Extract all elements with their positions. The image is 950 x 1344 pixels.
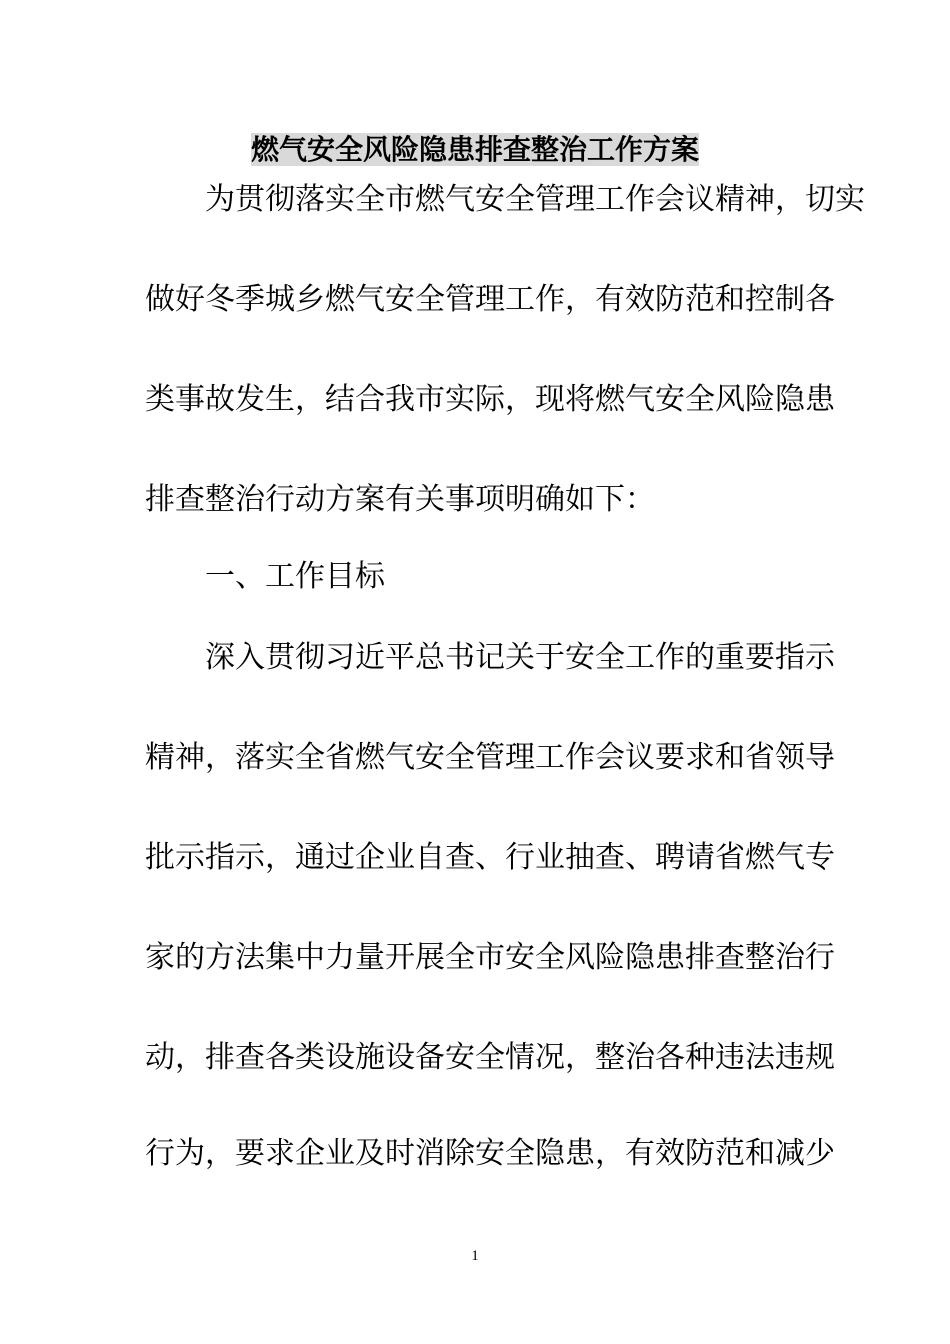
paragraph-line-9: 动，排查各类设施设备安全情况，整治各种违法违规 bbox=[145, 1040, 835, 1075]
paragraph-line-2: 做好冬季城乡燃气安全管理工作，有效防范和控制各 bbox=[145, 282, 835, 317]
paragraph-line-4: 排查整治行动方案有关事项明确如下： bbox=[145, 482, 655, 517]
paragraph-line-5: 深入贯彻习近平总书记关于安全工作的重要指示 bbox=[205, 640, 835, 675]
paragraph-line-7: 批示指示，通过企业自查、行业抽查、聘请省燃气专 bbox=[145, 840, 835, 875]
paragraph-line-8: 家的方法集中力量开展全市安全风险隐患排查整治行 bbox=[145, 940, 835, 975]
document-title-text: 燃气安全风险隐患排查整治工作方案 bbox=[250, 133, 699, 166]
paragraph-line-1: 为贯彻落实全市燃气安全管理工作会议精神，切实 bbox=[205, 182, 865, 217]
document-title bbox=[0, 128, 950, 172]
paragraph-line-3: 类事故发生，结合我市实际，现将燃气安全风险隐患 bbox=[145, 382, 835, 417]
page-number: 1 bbox=[471, 1248, 479, 1264]
paragraph-line-6: 精神，落实全省燃气安全管理工作会议要求和省领导 bbox=[145, 740, 835, 775]
section-heading-1: 一、工作目标 bbox=[205, 559, 385, 594]
paragraph-line-10: 行为，要求企业及时消除安全隐患，有效防范和减少 bbox=[145, 1136, 835, 1171]
